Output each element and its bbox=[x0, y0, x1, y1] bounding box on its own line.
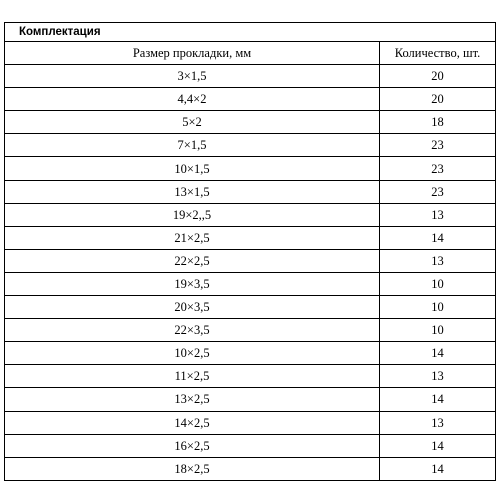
cell-size: 19×3,5 bbox=[5, 272, 380, 295]
cell-size: 13×1,5 bbox=[5, 180, 380, 203]
table-row bbox=[5, 203, 496, 226]
table-row bbox=[5, 65, 496, 88]
cell-size: 19×2,,5 bbox=[5, 203, 380, 226]
table-row bbox=[5, 88, 496, 111]
table-row bbox=[5, 157, 496, 180]
table-row bbox=[5, 457, 496, 480]
equipment-table-container bbox=[4, 22, 495, 481]
table-row bbox=[5, 134, 496, 157]
cell-quantity: 13 bbox=[380, 365, 496, 388]
cell-size: 22×3,5 bbox=[5, 319, 380, 342]
cell-quantity: 23 bbox=[380, 157, 496, 180]
column-header-quantity: Количество, шт. bbox=[380, 42, 496, 65]
cell-quantity: 18 bbox=[380, 111, 496, 134]
table-row bbox=[5, 296, 496, 319]
cell-size: 10×2,5 bbox=[5, 342, 380, 365]
table-header-row bbox=[5, 42, 496, 65]
table-row bbox=[5, 226, 496, 249]
table-row bbox=[5, 411, 496, 434]
cell-size: 5×2 bbox=[5, 111, 380, 134]
cell-size: 14×2,5 bbox=[5, 411, 380, 434]
cell-quantity: 20 bbox=[380, 65, 496, 88]
table-title-spacer bbox=[380, 23, 496, 42]
cell-size: 22×2,5 bbox=[5, 249, 380, 272]
cell-size: 11×2,5 bbox=[5, 365, 380, 388]
table-row bbox=[5, 272, 496, 295]
cell-quantity: 20 bbox=[380, 88, 496, 111]
cell-quantity: 14 bbox=[380, 457, 496, 480]
cell-quantity: 14 bbox=[380, 226, 496, 249]
cell-size: 20×3,5 bbox=[5, 296, 380, 319]
table-title-row bbox=[5, 23, 496, 42]
cell-quantity: 13 bbox=[380, 249, 496, 272]
cell-size: 21×2,5 bbox=[5, 226, 380, 249]
cell-quantity: 13 bbox=[380, 203, 496, 226]
cell-size: 18×2,5 bbox=[5, 457, 380, 480]
table-row bbox=[5, 388, 496, 411]
cell-quantity: 10 bbox=[380, 319, 496, 342]
equipment-table bbox=[4, 22, 496, 481]
cell-quantity: 23 bbox=[380, 134, 496, 157]
cell-quantity: 14 bbox=[380, 342, 496, 365]
table-row bbox=[5, 319, 496, 342]
table-row bbox=[5, 111, 496, 134]
column-header-size: Размер прокладки, мм bbox=[5, 42, 380, 65]
cell-size: 3×1,5 bbox=[5, 65, 380, 88]
cell-size: 10×1,5 bbox=[5, 157, 380, 180]
cell-size: 4,4×2 bbox=[5, 88, 380, 111]
table-row bbox=[5, 249, 496, 272]
cell-quantity: 14 bbox=[380, 388, 496, 411]
cell-quantity: 23 bbox=[380, 180, 496, 203]
cell-quantity: 10 bbox=[380, 272, 496, 295]
table-row bbox=[5, 434, 496, 457]
cell-size: 13×2,5 bbox=[5, 388, 380, 411]
cell-quantity: 14 bbox=[380, 434, 496, 457]
cell-quantity: 13 bbox=[380, 411, 496, 434]
cell-size: 16×2,5 bbox=[5, 434, 380, 457]
cell-size: 7×1,5 bbox=[5, 134, 380, 157]
table-row bbox=[5, 180, 496, 203]
equipment-table-body bbox=[5, 23, 496, 481]
table-row bbox=[5, 365, 496, 388]
table-title: Комплектация bbox=[5, 23, 380, 42]
cell-quantity: 10 bbox=[380, 296, 496, 319]
table-row bbox=[5, 342, 496, 365]
